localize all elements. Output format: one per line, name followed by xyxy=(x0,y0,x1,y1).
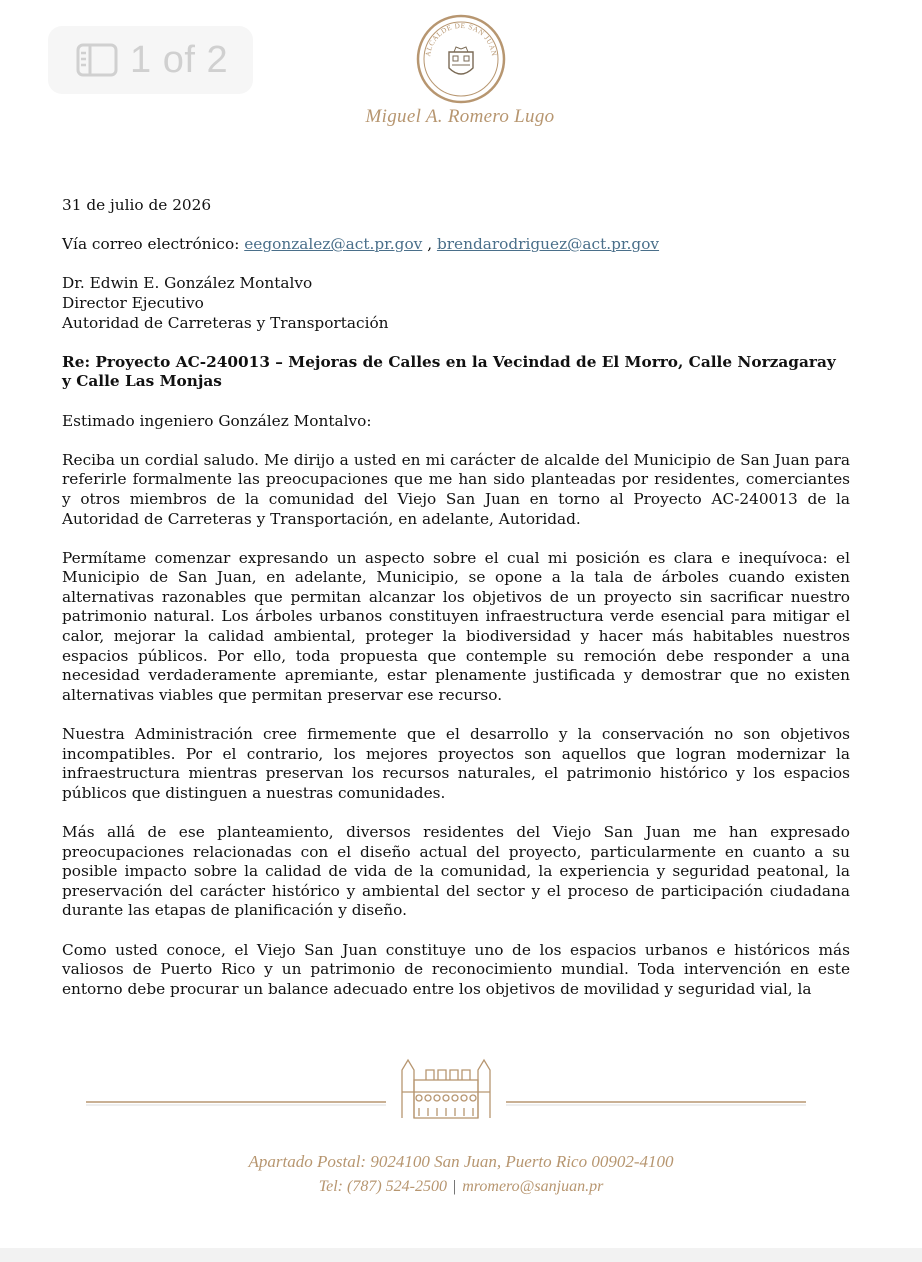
mayor-signature: Miguel A. Romero Lugo xyxy=(365,106,555,127)
via-label: Vía correo electrónico: xyxy=(62,235,240,254)
email-separator: , xyxy=(427,235,433,254)
letter-date: 31 de julio de 2026 xyxy=(62,196,212,214)
email-link-1[interactable]: eegonzalez@act.pr.gov xyxy=(244,235,423,254)
recipient-name: Dr. Edwin E. González Montalvo xyxy=(62,274,313,293)
page-indicator[interactable] xyxy=(48,26,253,94)
email-link-2[interactable]: brendarodriguez@act.pr.gov xyxy=(436,235,660,254)
footer-contact xyxy=(0,1178,922,1196)
sidebar-toggle-icon xyxy=(76,43,118,77)
paragraph-4: Más allá de ese planteamiento, diversos residentes del Viejo San Juan me han expresado preocupaciones relacionadas con el diseño actual del proyecto, particularmente en cuanto a su posible impacto sobre la calidad de vida de la comunidad, la experiencia y seguridad peatonal, la preservación del carácter histórico y ambiental del sector y el proceso de participación ciudadana durante las etapas de planificación y diseño. xyxy=(62,823,850,920)
subject-line-1: Re: Proyecto AC-240013 – Mejoras de Calles en la Vecindad de El Morro, Calle Norzagaray xyxy=(62,352,836,371)
paragraph-3: Nuestra Administración cree firmemente que el desarrollo y la conservación no son objetivos incompatibles. Por el contrario, los mejores proyectos son aquellos que logran modernizar la infraestructura mientras preservan los recursos naturales, el patrimonio histórico y los espacios públicos que distinguen a nuestras comunidades. xyxy=(62,725,850,802)
footer-address: Apartado Postal: 9024100 San Juan, Puerto Rico 00902-4100 xyxy=(248,1152,674,1171)
subject-line-2: y Calle Las Monjas xyxy=(62,372,222,391)
email-line xyxy=(62,235,850,255)
recipient-title: Director Ejecutivo xyxy=(62,293,204,312)
salutation: Estimado ingeniero González Montalvo: xyxy=(62,411,372,430)
paragraph-2: Permítame comenzar expresando un aspecto sobre el cual mi posición es clara e inequívoca: el Municipio de San Juan, en adelante, Municipio, se opone a la tala de árboles cuando existen alternativas razonables que permitan alcanzar los objetivos de un proyecto sin sacrificar nuestro patrimonio natural. Los árboles urbanos constituyen infraestructura verde esencial para mitigar el calor, mejorar la calidad ambiental, proteger la biodiversidad y hacer más habitables nuestros espacios públicos. Por ello, toda propuesta que contemple su remoción debe responder a una necesidad verdaderamente apremiante, estar plenamente justificada y demostrar que no existen alternativas viables que permitan preservar ese recurso. xyxy=(62,548,850,704)
mayor-seal-logo xyxy=(416,14,506,104)
city-hall-footer-logo xyxy=(86,1046,806,1122)
footer-separator: | xyxy=(453,1178,457,1195)
letter-body xyxy=(62,196,850,999)
recipient-agency: Autoridad de Carreteras y Transportación xyxy=(62,313,389,332)
paragraph-5: Como usted conoce, el Viejo San Juan constituye uno de los espacios urbanos e históricos más valiosos de Puerto Rico y un patrimonio de reconocimiento mundial. Toda intervención en este entorno debe procurar un balance adecuado entre los objetivos de movilidad y seguridad vial, la xyxy=(62,940,850,998)
page-indicator-text: 1 of 2 xyxy=(130,38,229,81)
footer-phone: Tel: (787) 524-2500 xyxy=(318,1178,447,1195)
footer-email: mromero@sanjuan.pr xyxy=(462,1178,604,1195)
svg-text:ALCALDE DE SAN JUAN: ALCALDE DE SAN JUAN xyxy=(424,21,498,58)
paragraph-1: Reciba un cordial saludo. Me dirijo a usted en mi carácter de alcalde del Municipio de San Juan para referirle formalmente las preocupaciones que me han sido planteadas por residentes, comerciantes y otros miembros de la comunidad del Viejo San Juan en torno al Proyecto AC-240013 de la Autoridad de Carreteras y Transportación, en adelante, Autoridad. xyxy=(62,450,850,528)
page-bottom-edge xyxy=(0,1248,922,1262)
